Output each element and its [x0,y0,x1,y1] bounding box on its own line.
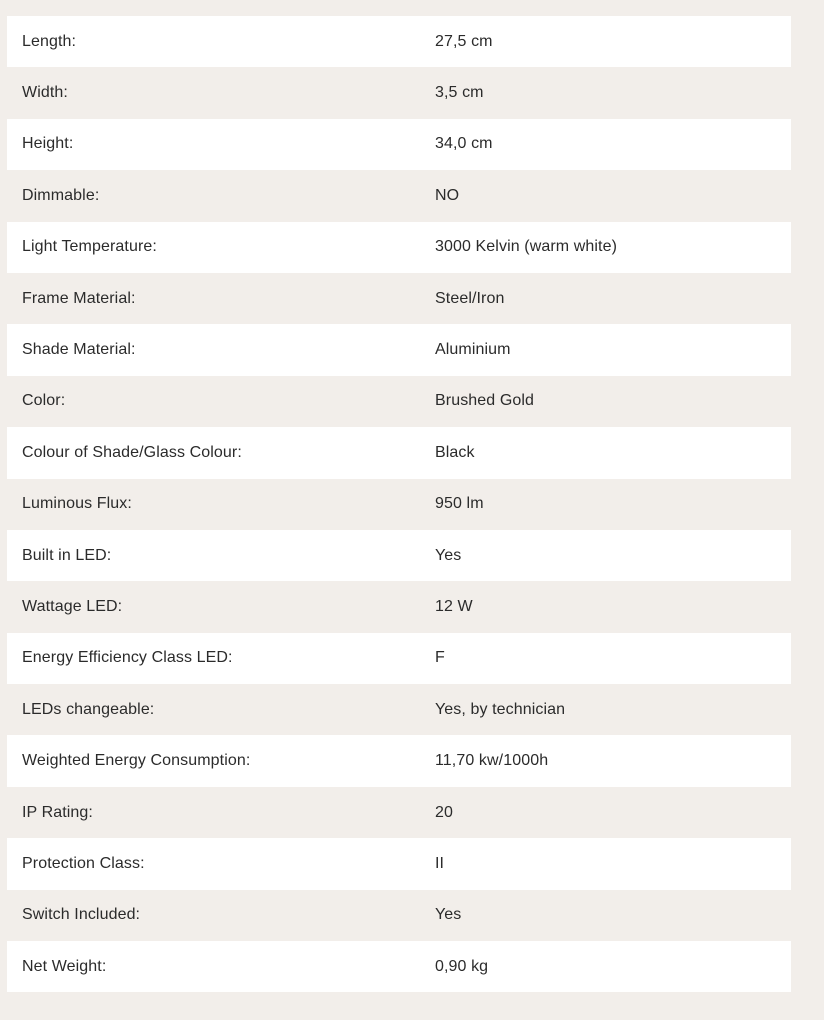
spec-row-energy-consumption [7,735,791,786]
spec-label: Weighted Energy Consumption: [22,752,251,770]
spec-label: Switch Included: [22,906,141,924]
spec-label: Dimmable: [22,186,100,204]
spec-row-dimmable [7,170,791,221]
spec-row-shade-material [7,324,791,375]
spec-value: Brushed Gold [435,392,535,410]
spec-label: IP Rating: [22,803,93,821]
spec-value: F [435,649,445,667]
spec-label: Frame Material: [22,289,136,307]
spec-value: 3000 Kelvin (warm white) [435,238,618,256]
spec-value: 34,0 cm [435,135,493,153]
spec-value: 20 [435,803,453,821]
spec-value: II [435,854,445,872]
spec-label: Luminous Flux: [22,495,132,513]
spec-value: 950 lm [435,495,484,513]
spec-value: 27,5 cm [435,32,493,50]
spec-value: 12 W [435,597,473,615]
spec-label: Length: [22,32,77,50]
spec-value: Black [435,443,475,461]
spec-row-luminous-flux [7,479,791,530]
spec-row-light-temperature [7,222,791,273]
spec-label: Net Weight: [22,957,107,975]
spec-label: Color: [22,392,66,410]
spec-row-net-weight [7,941,791,992]
spec-value: Aluminium [435,341,511,359]
spec-row-shade-colour [7,427,791,478]
spec-label: Light Temperature: [22,238,157,256]
spec-value: Steel/Iron [435,289,505,307]
spec-row-protection-class [7,838,791,889]
spec-value: Yes, by technician [435,700,566,718]
spec-row-color [7,376,791,427]
spec-label: Protection Class: [22,854,145,872]
spec-value: Yes [435,546,462,564]
spec-value: Yes [435,906,462,924]
spec-row-switch-included [7,890,791,941]
spec-label: Energy Efficiency Class LED: [22,649,233,667]
spec-row-width [7,67,791,118]
spec-label: Width: [22,84,68,102]
spec-value: NO [435,186,460,204]
spec-row-leds-changeable [7,684,791,735]
spec-table [7,16,791,992]
spec-row-energy-class [7,633,791,684]
spec-row-height [7,119,791,170]
spec-row-length [7,16,791,67]
spec-value: 11,70 kw/1000h [435,752,549,770]
spec-label: Height: [22,135,74,153]
spec-value: 3,5 cm [435,84,484,102]
spec-label: Wattage LED: [22,597,123,615]
spec-label: Colour of Shade/Glass Colour: [22,443,242,461]
spec-row-frame-material [7,273,791,324]
spec-row-ip-rating [7,787,791,838]
spec-value: 0,90 kg [435,957,489,975]
spec-row-wattage-led [7,581,791,632]
spec-label: Built in LED: [22,546,112,564]
spec-row-built-in-led [7,530,791,581]
spec-label: Shade Material: [22,341,136,359]
spec-label: LEDs changeable: [22,700,155,718]
